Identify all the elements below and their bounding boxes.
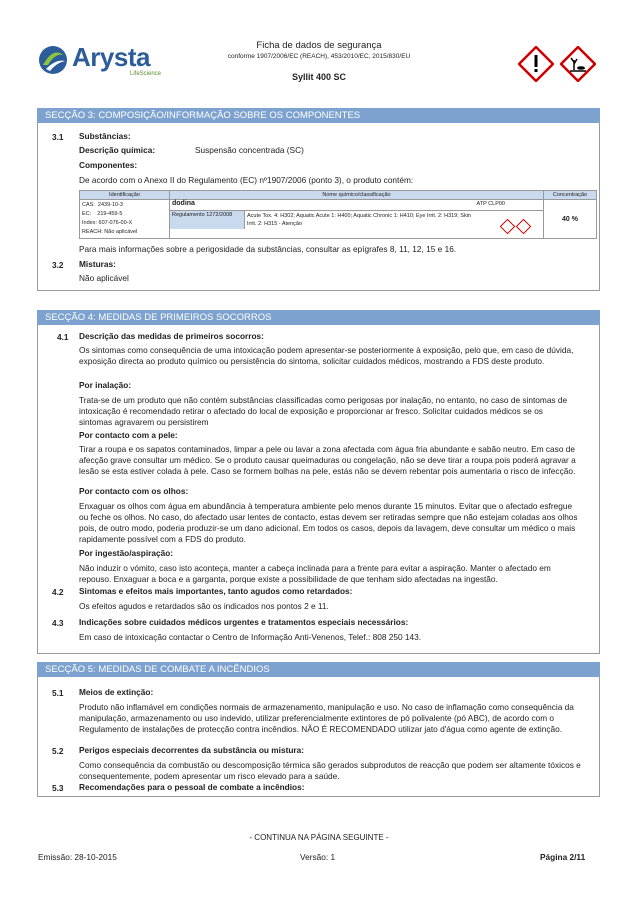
chem-desc-label: Descrição química: [79, 145, 156, 155]
version: Versão: 1 [300, 852, 336, 862]
identification-cell: CAS: 2439-10-3 EC: 219-459-5 Index: 607-076-00-X REACH: Não aplicável [80, 200, 170, 239]
environment-icon [514, 221, 533, 235]
components-heading: Componentes: [79, 160, 138, 170]
item-number: 5.2 [52, 746, 64, 756]
more-info-text: Para mais informações sobre a perigosidade da substâncias, consultar as epígrafes 8, 11, 12, 15 e 16. [79, 244, 457, 254]
section-3-header: SECÇÃO 3: COMPOSIÇÃO/INFORMAÇÃO SOBRE OS COMPONENTES [37, 108, 600, 123]
components-table [79, 190, 597, 239]
item-number: 4.1 [57, 332, 69, 342]
classification-text-2: Irrit. 2: H315 - Atenção [247, 221, 303, 227]
atp-label: ATP CLP00 [476, 201, 505, 207]
issue-date: Emissão: 28-10-2015 [38, 852, 117, 862]
col-identification: Identificação [80, 191, 170, 200]
item-number: 3.1 [52, 132, 64, 142]
inhalation-heading: Por inalação: [79, 380, 132, 390]
special-hazards-text: Como consequência da combustão ou descomposição térmica são gerados subprodutos de reacção que podem ser altamente tóxicos e consequentemente, podem apresentar um risco elevado para a saúde. [79, 760, 581, 781]
item-number: 5.1 [52, 688, 64, 698]
eye-contact-heading: Por contacto com os olhos: [79, 486, 189, 496]
skin-contact-heading: Por contacto com a pele: [79, 430, 178, 440]
continue-notice: - CONTINUA NA PÁGINA SEGUINTE - [249, 833, 389, 842]
symptoms-heading: Sintomas e efeitos mais importantes, tanto agudos como retardados: [79, 586, 353, 596]
regulation-cell: Regulamento 1272/2008 [170, 211, 245, 229]
environment-pictogram-icon [560, 46, 596, 82]
special-hazards-heading: Perigos especiais decorrentes da substância ou mistura: [79, 745, 305, 755]
substances-heading: Substâncias: [79, 131, 131, 141]
annex-text: De acordo com o Anexo II do Regulamento (EC) nº1907/2006 (ponto 3), o produto contém: [79, 175, 414, 185]
inhalation-text: Trata-se de um produto que não contém substâncias classificadas como perigosas por inalação, no entanto, no caso de sintomas de intoxicação é recomendado retirar o afectado do local de exposição e proporcionar ar fresco. Solicitar cuidados médicos se os sintomas agravarem ou persistirem [79, 395, 568, 427]
logo-subtext: LifeScience [130, 71, 162, 77]
doc-regulation: conforme 1907/2006/EC (REACH), 453/2010/EC, 2015/830/EU [227, 53, 411, 60]
medical-care-heading: Indicações sobre cuidados médicos urgentes e tratamentos especiais necessários: [79, 617, 409, 627]
chem-desc-value: Suspensão concentrada (SC) [195, 145, 304, 155]
symptoms-text: Os efeitos agudos e retardados são os indicados nos pontos 2 e 11. [79, 601, 329, 611]
concentration-cell: 40 % [544, 200, 597, 239]
substance-name: dodina [172, 200, 195, 207]
section-4-header: SECÇÃO 4: MEDIDAS DE PRIMEIROS SOCORROS [37, 310, 600, 325]
skin-contact-text: Tirar a roupa e os sapatos contaminados, limpar a pele ou lavar a zona afectada com água fria abundante e sabão neutro. Em caso de afecção grave consultar um médico. Se o produto causar queimaduras ou congelação, não se deve tirar a roupa pois poderá agravar a lesão se esta estiver colada à pele. Caso se formem bolhas na pele, estás não se devem rebentar pois aumentaria o risco de infecção. [79, 444, 576, 476]
classification-text: Acute Tox. 4: H302; Aquatic Acute 1: H400; Aquatic Chronic 1: H410; Eye Irrit. 2: H319; Skin [247, 213, 471, 219]
extinguishing-text: Produto não inflamável em condições normais de armazenamento, manipulação e uso. No caso de inflamação como consequência da manipulação, armazenamento ou uso indevido, utilizar preferencialmente extintores de pó polivalente (pó ABC), de acordo com o Regulamento de instalações de protecção contra incêndios. NÃO É RECOMENDADO utilizar jato d'água como agente de extinção. [79, 702, 574, 734]
col-chemical-name: Nome químico/classificação [170, 191, 544, 200]
eye-contact-text: Enxaguar os olhos com água em abundância à temperatura ambiente pelo menos durante 15 minutos. Evitar que o afectado esfregue ou feche os olhos. No caso, do afectado usar lentes de contacto, estas devem ser retiradas sempre que não estejam coladas aos olhos pois, de outro modo, poderia produzir-se um dano adicional. Em todos os casos, depois da lavagem, deve consultar um médico o mais rapidamente possível com a FDS do produto. [79, 501, 578, 544]
item-number: 4.3 [52, 618, 64, 628]
page-number: Página 2/11 [540, 852, 586, 862]
table-row [80, 200, 597, 239]
medical-care-text: Em caso de intoxicação contactar o Centro de Informação Anti-Venenos, Telef.: 808 250 143. [79, 632, 422, 642]
chemical-name-cell [170, 200, 544, 239]
ingestion-text: Não induzir o vómito, caso isto aconteça, manter a cabeça inclinada para a frente para evitar a aspiração. Manter o afectado em repouso. Enxaguar a boca e a garganta, porque existe a possibilidade de que tenham sido afectadas na ingestão. [79, 563, 551, 584]
not-applicable-text: Não aplicável [79, 273, 129, 283]
item-number: 3.2 [52, 260, 64, 270]
firefighters-heading: Recomendações para o pessoal de combate a incêndios: [79, 782, 305, 792]
item-number: 5.3 [52, 783, 64, 793]
exclamation-pictogram-icon [518, 46, 554, 82]
mixtures-heading: Misturas: [79, 259, 116, 269]
item-number: 4.2 [52, 587, 64, 597]
first-aid-heading: Descrição das medidas de primeiros socorros: [79, 331, 264, 341]
extinguishing-heading: Meios de extinção: [79, 687, 154, 697]
col-concentration: Concentração [544, 191, 597, 200]
logo-text: Arysta [72, 42, 150, 72]
ingestion-heading: Por ingestão/aspiração: [79, 548, 174, 558]
doc-title: Ficha de dados de segurança [256, 40, 382, 51]
product-name: Syllit 400 SC [291, 72, 347, 82]
section-5-header: SECÇÃO 5: MEDIDAS DE COMBATE A INCÊNDIOS [37, 662, 600, 677]
first-aid-text: Os sintomas como consequência de uma intoxicação podem apresentar-se posteriormente à exposição, pelo que, em caso de dúvida, exposição directa ao produto químico ou persistência do sintoma, solicitar cuidados médicos, mostrando a FDS deste produto. [79, 345, 574, 366]
